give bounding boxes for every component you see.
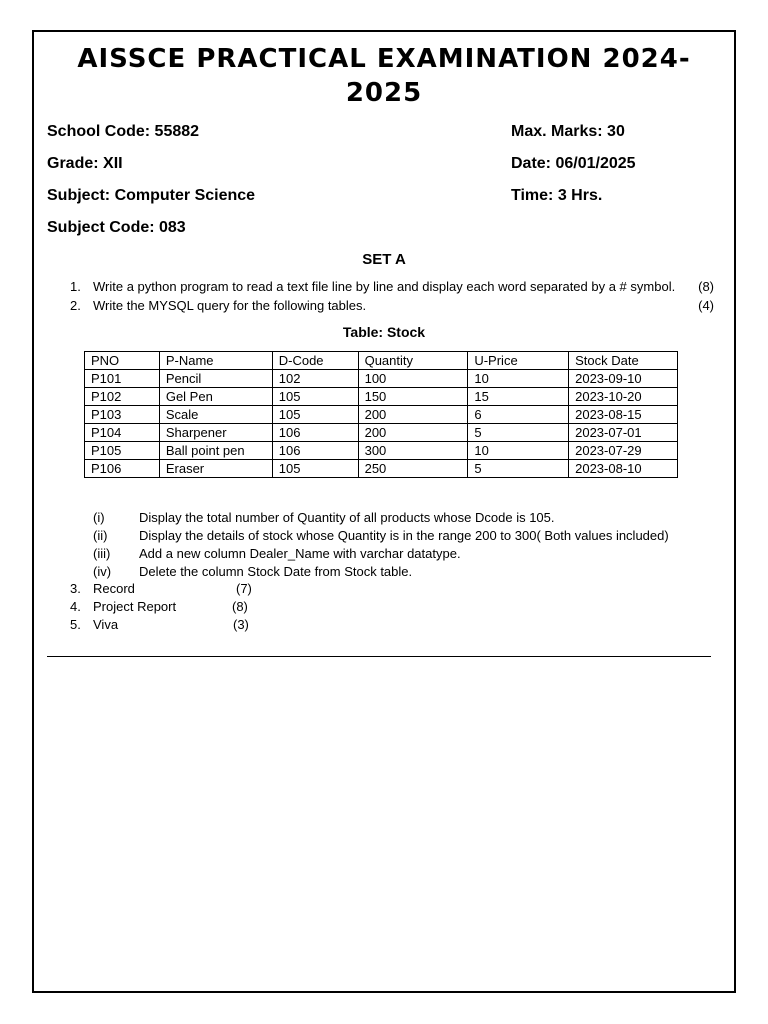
school-code: School Code: 55882: [47, 123, 200, 140]
column-header: Stock Date: [569, 352, 678, 370]
table-cell: 300: [358, 442, 468, 460]
exam-time: Time: 3 Hrs.: [511, 187, 603, 204]
item-text: Project Report: [93, 599, 177, 614]
table-cell: P106: [85, 460, 160, 478]
sub-question-number: (iv): [93, 564, 112, 579]
table-cell: 105: [272, 388, 358, 406]
item-marks: (7): [236, 581, 252, 596]
exam-title: AISSCE PRACTICAL EXAMINATION 2024-2025: [77, 44, 691, 108]
table-cell: Gel Pen: [159, 388, 272, 406]
table-row: [85, 406, 678, 424]
table-cell: 105: [272, 460, 358, 478]
table-cell: P102: [85, 388, 160, 406]
table-row: [85, 442, 678, 460]
item-number: 3.: [70, 581, 81, 596]
table-cell: Sharpener: [159, 424, 272, 442]
table-cell: 2023-07-01: [569, 424, 678, 442]
sub-question-number: (ii): [93, 528, 108, 543]
horizontal-rule: [47, 656, 711, 657]
sub-question-text: Add a new column Dealer_Name with varchar datatype.: [139, 546, 461, 561]
sub-question-text: Delete the column Stock Date from Stock table.: [139, 564, 413, 579]
table-cell: 5: [468, 460, 569, 478]
subject-code: Subject Code: 083: [47, 219, 186, 236]
table-cell: 106: [272, 442, 358, 460]
table-cell: 5: [468, 424, 569, 442]
subject: Subject: Computer Science: [47, 187, 256, 204]
item-marks: (3): [233, 617, 249, 632]
table-cell: 15: [468, 388, 569, 406]
table-cell: Ball point pen: [159, 442, 272, 460]
question-text: Write the MYSQL query for the following tables.: [93, 298, 367, 313]
stock-table: [84, 351, 678, 478]
table-cell: 2023-07-29: [569, 442, 678, 460]
sub-question-number: (i): [93, 510, 105, 525]
item-number: 5.: [70, 617, 81, 632]
grade: Grade: XII: [47, 155, 123, 172]
table-cell: Eraser: [159, 460, 272, 478]
table-row: [85, 370, 678, 388]
question-text: Write a python program to read a text file line by line and display each word separated by a # symbol.: [93, 279, 676, 294]
set-title: SET A: [362, 251, 406, 268]
question-marks: (8): [698, 279, 714, 294]
table-title: Table: Stock: [342, 324, 426, 340]
table-row: [85, 460, 678, 478]
table-cell: 6: [468, 406, 569, 424]
table-cell: 2023-08-15: [569, 406, 678, 424]
sub-question-text: Display the total number of Quantity of all products whose Dcode is 105.: [139, 510, 555, 525]
table-row: [85, 424, 678, 442]
sub-question-text: Display the details of stock whose Quantity is in the range 200 to 300( Both values included): [139, 528, 669, 543]
question-number: 2.: [70, 298, 81, 313]
table-cell: 200: [358, 424, 468, 442]
table-cell: 200: [358, 406, 468, 424]
column-header: P-Name: [159, 352, 272, 370]
item-text: Viva: [93, 617, 119, 632]
table-cell: Scale: [159, 406, 272, 424]
column-header: Quantity: [358, 352, 468, 370]
table-cell: 102: [272, 370, 358, 388]
column-header: D-Code: [272, 352, 358, 370]
table-cell: P103: [85, 406, 160, 424]
item-marks: (8): [232, 599, 248, 614]
table-cell: 2023-09-10: [569, 370, 678, 388]
table-cell: 2023-08-10: [569, 460, 678, 478]
table-cell: 2023-10-20: [569, 388, 678, 406]
table-cell: 106: [272, 424, 358, 442]
table-cell: 150: [358, 388, 468, 406]
table-header-row: [85, 352, 678, 370]
column-header: U-Price: [468, 352, 569, 370]
max-marks: Max. Marks: 30: [511, 123, 625, 140]
table-row: [85, 388, 678, 406]
table-cell: P101: [85, 370, 160, 388]
item-text: Record: [93, 581, 135, 596]
table-cell: 10: [468, 442, 569, 460]
table-cell: 100: [358, 370, 468, 388]
table-cell: 105: [272, 406, 358, 424]
item-number: 4.: [70, 599, 81, 614]
exam-date: Date: 06/01/2025: [511, 155, 636, 172]
question-marks: (4): [698, 298, 714, 313]
table-cell: 10: [468, 370, 569, 388]
table-cell: Pencil: [159, 370, 272, 388]
question-number: 1.: [70, 279, 81, 294]
table-cell: P105: [85, 442, 160, 460]
table-cell: 250: [358, 460, 468, 478]
column-header: PNO: [85, 352, 160, 370]
table-cell: P104: [85, 424, 160, 442]
sub-question-number: (iii): [93, 546, 111, 561]
